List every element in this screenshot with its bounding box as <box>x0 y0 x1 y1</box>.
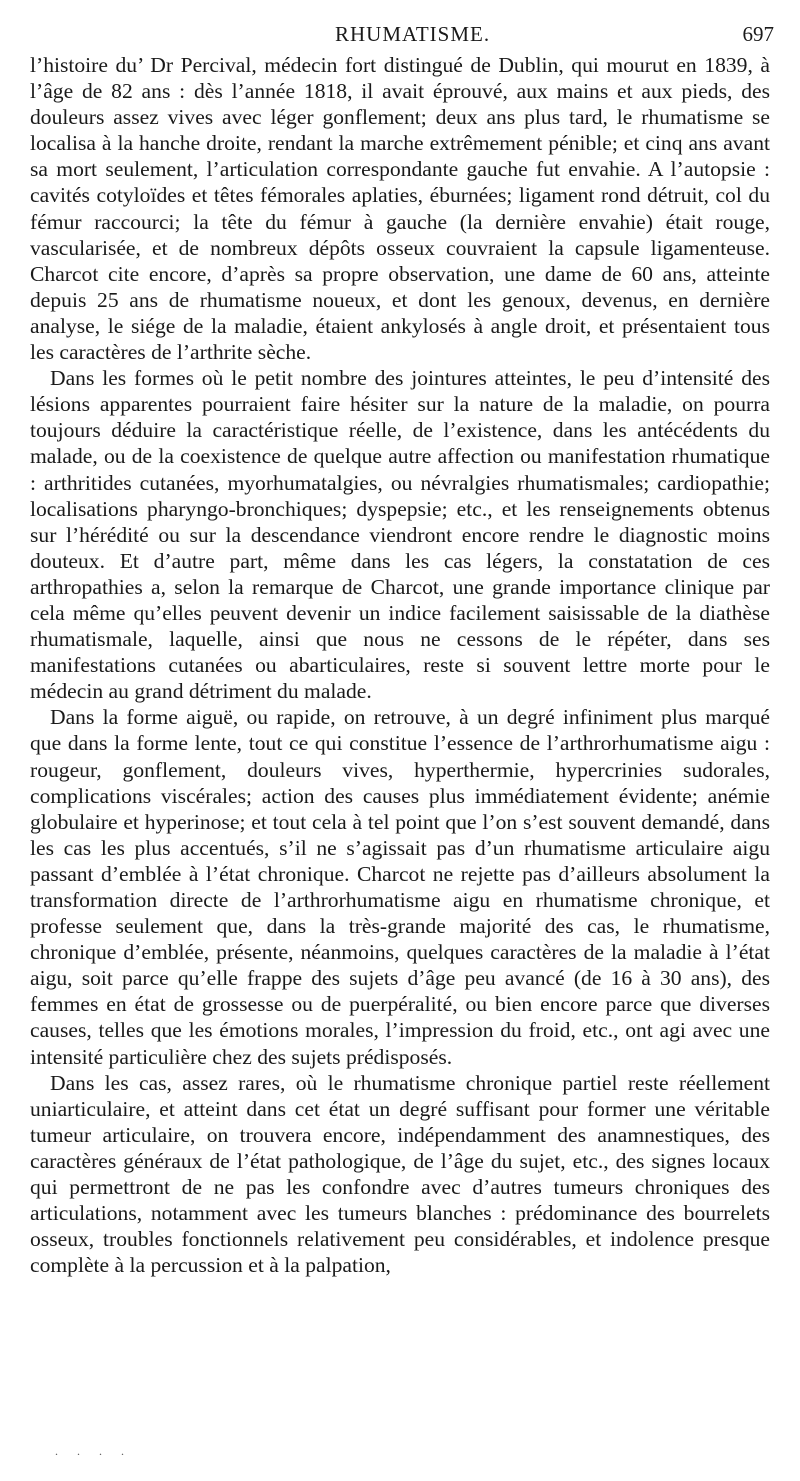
footer-marks: . . . . <box>55 1444 132 1458</box>
page-header <box>30 22 774 52</box>
paragraph: l’histoire du’ Dr Percival, médecin fort distingué de Dublin, qui mourut en 1839, à l’âge de 82 ans : dès l’année 1818, il avait éprouvé, aux mains et aux pieds, des douleurs assez vives avec léger gonflement; deux ans plus tard, le rhumatisme se localisa à la hanche droite, rendant la marche extrêmement pénible; et cinq ans avant sa mort seulement, l’articulation correspondante gauche fut envahie. A l’autopsie : cavités cotyloïdes et têtes fémorales aplaties, éburnées; ligament rond détruit, col du fémur raccourci; la tête du fémur à gauche (la dernière envahie) était rouge, vascularisée, et de nombreux dépôts osseux couvraient la capsule ligamenteuse. Charcot cite encore, d’après sa propre observation, une dame de 60 ans, atteinte depuis 25 ans de rhumatisme noueux, et dont les genoux, devenus, en dernière analyse, le siége de la maladie, étaient ankylosés à angle droit, et présentaient tous les caractères de l’arthrite sèche. <box>30 53 770 365</box>
paragraph: Dans les formes où le petit nombre des jointures atteintes, le peu d’intensité des lésions apparentes pourraient faire hésiter sur la nature de la maladie, on pourra toujours déduire la caractéristique réelle, de l’existence, dans les antécédents du malade, ou de la coexistence de quelque autre affection ou manifestation rhumatique : arthritides cutanées, myorhumatalgies, ou névralgies rhumatismales; cardiopathie; localisations pharyngo-bronchiques; dyspepsie; etc., et les renseignements obtenus sur l’hérédité ou sur la descendance viendront encore rendre le diagnostic moins douteux. Et d’autre part, même dans les cas légers, la constatation de ces arthropathies a, selon la remarque de Charcot, une grande importance clinique par cela même qu’elles peuvent devenir un indice facilement saisissable de la diathèse rhumatismale, laquelle, ainsi que nous ne cessons de le répéter, dans ses manifestations cutanées ou abarticulaires, reste si souvent lettre morte pour le médecin au grand détriment du malade. <box>30 366 770 704</box>
page-number: 697 <box>742 22 774 46</box>
book-page <box>30 22 774 1278</box>
paragraph: Dans les cas, assez rares, où le rhumatisme chronique partiel reste réellement uniarticulaire, et atteint dans cet état un degré suffisant pour former une véritable tumeur articulaire, on trouvera encore, indépendamment des anamnestiques, des caractères généraux de l’état pathologique, de l’âge du sujet, etc., des signes locaux qui permettront de ne pas les confondre avec d’autres tumeurs chroniques des articulations, notamment avec les tumeurs blanches : prédominance des bourrelets osseux, troubles fonctionnels relativement peu considérables, et indolence presque complète à la percussion et à la palpation, <box>30 1070 770 1278</box>
running-title: RHUMATISME. <box>335 22 491 46</box>
body-text <box>30 52 770 1278</box>
paragraph: Dans la forme aiguë, ou rapide, on retrouve, à un degré infiniment plus marqué que dans la forme lente, tout ce qui constitue l’essence de l’arthrorhumatisme aigu : rougeur, gonflement, douleurs vives, hyperthermie, hypercrinies sudorales, complications viscérales; action des causes plus immédiatement évidente; anémie globulaire et hyperinose; et tout cela à tel point que l’on s’est souvent demandé, dans les cas les plus accentués, s’il ne s’agissait pas d’un rhumatisme articulaire aigu passant d’emblée à l’état chronique. Charcot ne rejette pas d’ailleurs absolument la transformation directe de l’arthrorhumatisme aigu en rhumatisme chronique, et professe seulement que, dans la très-grande majorité des cas, le rhumatisme, chronique d’emblée, présente, néanmoins, quelques caractères de la maladie à l’état aigu, soit parce qu’elle frappe des sujets d’âge peu avancé (de 16 à 30 ans), des femmes en état de grossesse ou de puerpéralité, ou bien encore parce que diverses causes, telles que les émotions morales, l’impression du froid, etc., ont agi avec une intensité particulière chez des sujets prédisposés. <box>30 705 770 1069</box>
